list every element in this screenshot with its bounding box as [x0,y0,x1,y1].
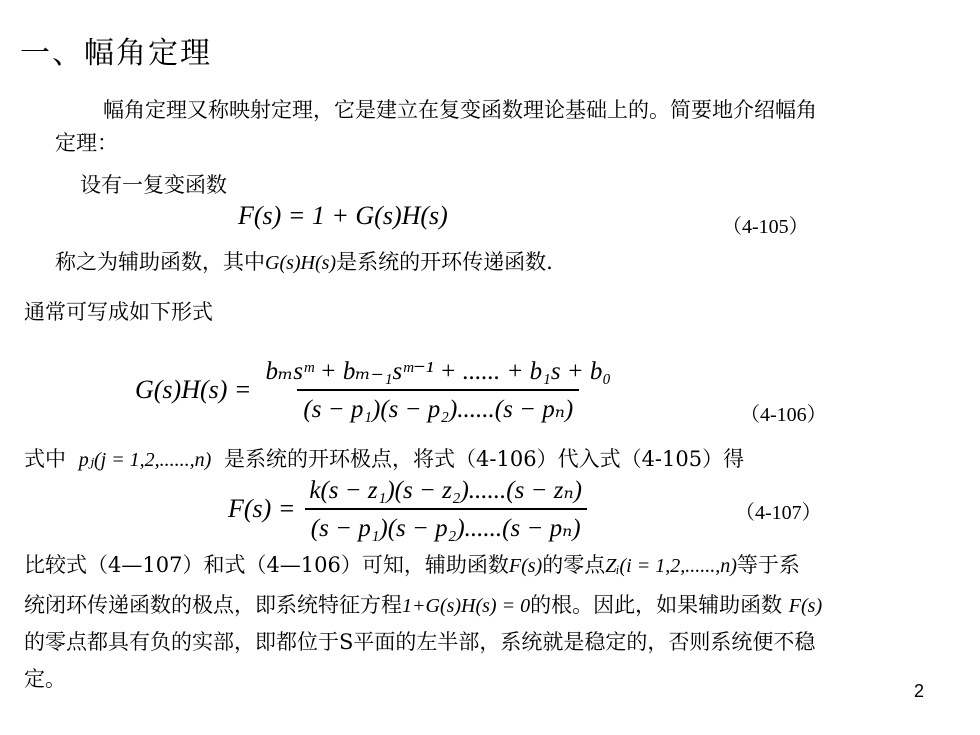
conclusion-line [24,550,800,581]
sentence-text: 是系统的开环极点，将式（4-106）代入式（4-105）得 [224,447,745,471]
numerator: bₘsᵐ + bₘ₋₁sᵐ⁻¹ + ...... + b₁s + b₀ [265,358,612,385]
equation-number: （4-105） [722,216,809,238]
sentence-text: 是系统的开环传递函数. [336,250,553,274]
sentence-text: 的根。因此，如果辅助函数 [530,593,783,617]
sentence-text: 统闭环传递函数的极点，即系统特征方程 [24,593,402,617]
inline-math: F(s) [508,555,543,577]
denominator: (s − p₁)(s − p₂)......(s − pₙ) [297,389,579,424]
inline-math: F(s) [788,595,823,617]
sentence-text: 等于系 [736,553,800,577]
sentence-text: 的零点 [542,553,606,577]
equation-4-105: F(s) = 1 + G(s)H(s) [238,201,448,230]
equation-lhs: G(s)H(s) = [135,375,252,404]
fraction [259,356,617,424]
fraction [303,475,588,543]
paragraph-line: 幅角定理又称映射定理，它是建立在复变函数理论基础上的。简要地介绍幅角 [103,98,817,122]
equation-4-106 [135,350,617,430]
equation-number: （4-106） [740,404,827,426]
sentence-text: 式中 [24,447,66,471]
conclusion-line: 定。 [24,667,66,691]
paragraph-line: 定理： [55,131,118,155]
conclusion-line [24,590,822,621]
inline-math: 1+G(s)H(s) = 0 [402,595,531,617]
conclusion-line: 的零点都具有负的实部，即都位于S平面的左半部，系统就是稳定的，否则系统便不稳 [24,630,816,654]
poles-sentence [24,444,744,475]
numerator: k(s − z₁)(s − z₂)......(s − zₙ) [309,477,582,504]
slide-heading: 一、幅角定理 [20,36,212,71]
sentence-text: 称之为辅助函数，其中 [55,250,265,274]
equation-lhs: F(s) = [228,494,296,523]
aux-function-sentence [55,247,553,278]
equation-4-107 [228,477,588,541]
usual-form-text: 通常可写成如下形式 [24,300,213,324]
inline-math: Zᵢ(i = 1,2,......,n) [605,555,737,577]
inline-math: G(s)H(s) [265,252,337,274]
sentence-text: 比较式（4—107）和式（4—106）可知，辅助函数 [24,553,509,577]
intro-text: 设有一复变函数 [80,173,227,197]
inline-math: pⱼ(j = 1,2,......,n) [78,449,212,471]
equation-number: （4-107） [735,502,822,524]
page-number: 2 [914,681,925,701]
denominator: (s − p₁)(s − p₂)......(s − pₙ) [305,508,587,543]
